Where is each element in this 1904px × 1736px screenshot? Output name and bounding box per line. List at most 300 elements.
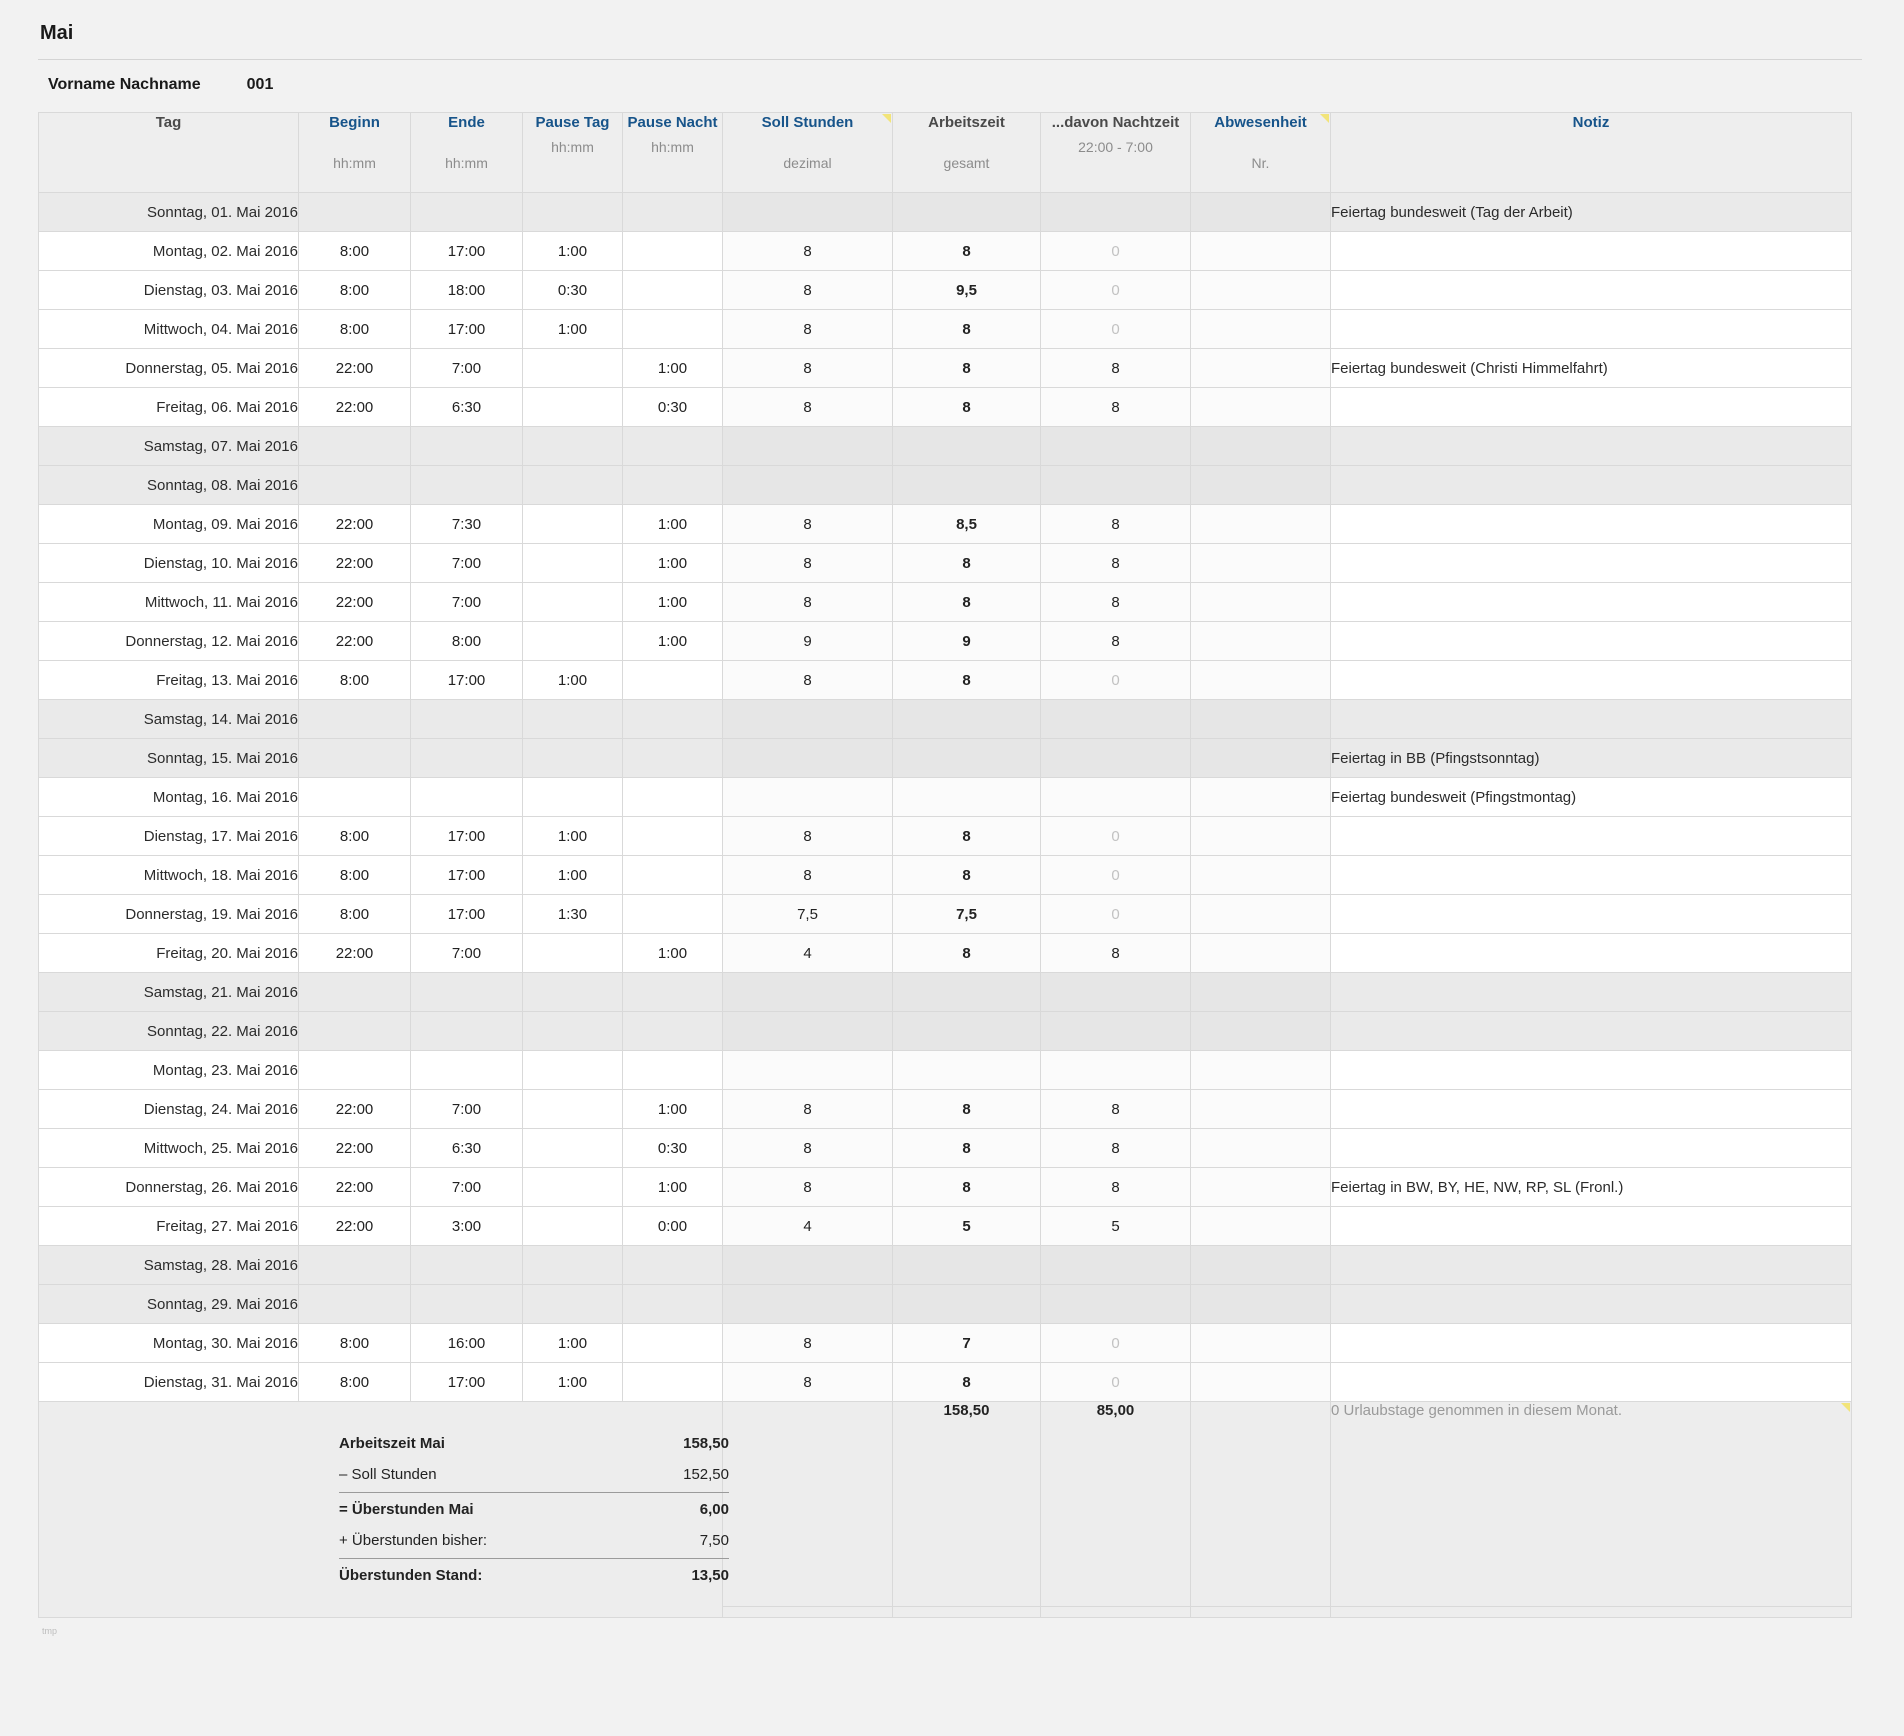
row-ende[interactable]: 17:00 xyxy=(411,895,523,934)
row-abwesenheit[interactable] xyxy=(1191,1051,1331,1090)
row-pause-tag[interactable] xyxy=(523,466,623,505)
row-day[interactable]: Samstag, 07. Mai 2016 xyxy=(39,427,299,466)
row-day[interactable]: Mittwoch, 04. Mai 2016 xyxy=(39,310,299,349)
row-soll[interactable] xyxy=(723,1246,893,1285)
row-beginn[interactable]: 22:00 xyxy=(299,544,411,583)
row-pause-tag[interactable]: 0:30 xyxy=(523,271,623,310)
row-abwesenheit[interactable] xyxy=(1191,232,1331,271)
row-beginn[interactable]: 22:00 xyxy=(299,622,411,661)
row-day[interactable]: Montag, 16. Mai 2016 xyxy=(39,778,299,817)
row-pause-tag[interactable] xyxy=(523,1129,623,1168)
row-abwesenheit[interactable] xyxy=(1191,349,1331,388)
row-day[interactable]: Freitag, 06. Mai 2016 xyxy=(39,388,299,427)
row-pause-tag[interactable] xyxy=(523,388,623,427)
row-soll[interactable] xyxy=(723,739,893,778)
row-notiz[interactable] xyxy=(1331,1090,1852,1129)
row-nachtzeit[interactable]: 0 xyxy=(1041,661,1191,700)
row-soll[interactable]: 7,5 xyxy=(723,895,893,934)
row-nachtzeit[interactable]: 8 xyxy=(1041,388,1191,427)
row-beginn[interactable] xyxy=(299,1051,411,1090)
row-pause-nacht[interactable]: 1:00 xyxy=(623,544,723,583)
row-ende[interactable] xyxy=(411,1285,523,1324)
row-beginn[interactable]: 22:00 xyxy=(299,1129,411,1168)
row-day[interactable]: Samstag, 28. Mai 2016 xyxy=(39,1246,299,1285)
row-arbeitszeit[interactable]: 9,5 xyxy=(893,271,1041,310)
row-pause-tag[interactable]: 1:00 xyxy=(523,661,623,700)
row-ende[interactable] xyxy=(411,778,523,817)
row-pause-tag[interactable]: 1:00 xyxy=(523,1324,623,1363)
row-nachtzeit[interactable]: 8 xyxy=(1041,1129,1191,1168)
row-abwesenheit[interactable] xyxy=(1191,466,1331,505)
row-arbeitszeit[interactable]: 8 xyxy=(893,1168,1041,1207)
row-nachtzeit[interactable]: 0 xyxy=(1041,232,1191,271)
row-beginn[interactable]: 8:00 xyxy=(299,895,411,934)
row-pause-nacht[interactable] xyxy=(623,310,723,349)
row-abwesenheit[interactable] xyxy=(1191,622,1331,661)
row-ende[interactable]: 17:00 xyxy=(411,232,523,271)
row-arbeitszeit[interactable] xyxy=(893,1285,1041,1324)
row-ende[interactable]: 7:30 xyxy=(411,505,523,544)
row-notiz[interactable] xyxy=(1331,1129,1852,1168)
row-nachtzeit[interactable]: 8 xyxy=(1041,1090,1191,1129)
row-abwesenheit[interactable] xyxy=(1191,1324,1331,1363)
row-ende[interactable]: 16:00 xyxy=(411,1324,523,1363)
row-ende[interactable] xyxy=(411,1012,523,1051)
row-soll[interactable]: 9 xyxy=(723,622,893,661)
row-day[interactable]: Mittwoch, 11. Mai 2016 xyxy=(39,583,299,622)
row-soll[interactable]: 8 xyxy=(723,1324,893,1363)
row-pause-nacht[interactable] xyxy=(623,700,723,739)
row-arbeitszeit[interactable]: 8 xyxy=(893,310,1041,349)
row-abwesenheit[interactable] xyxy=(1191,1207,1331,1246)
row-soll[interactable]: 8 xyxy=(723,349,893,388)
row-nachtzeit[interactable] xyxy=(1041,1285,1191,1324)
row-soll[interactable]: 8 xyxy=(723,271,893,310)
row-notiz[interactable] xyxy=(1331,1207,1852,1246)
row-pause-nacht[interactable] xyxy=(623,661,723,700)
row-pause-nacht[interactable] xyxy=(623,817,723,856)
row-pause-nacht[interactable] xyxy=(623,1051,723,1090)
row-pause-nacht[interactable]: 1:00 xyxy=(623,349,723,388)
row-ende[interactable]: 17:00 xyxy=(411,817,523,856)
row-pause-tag[interactable] xyxy=(523,505,623,544)
row-abwesenheit[interactable] xyxy=(1191,817,1331,856)
row-soll[interactable]: 4 xyxy=(723,1207,893,1246)
row-abwesenheit[interactable] xyxy=(1191,1168,1331,1207)
row-beginn[interactable]: 8:00 xyxy=(299,310,411,349)
row-arbeitszeit[interactable]: 5 xyxy=(893,1207,1041,1246)
row-pause-nacht[interactable]: 1:00 xyxy=(623,505,723,544)
row-nachtzeit[interactable]: 8 xyxy=(1041,349,1191,388)
row-nachtzeit[interactable]: 0 xyxy=(1041,856,1191,895)
row-arbeitszeit[interactable] xyxy=(893,973,1041,1012)
row-nachtzeit[interactable]: 8 xyxy=(1041,934,1191,973)
row-abwesenheit[interactable] xyxy=(1191,856,1331,895)
row-arbeitszeit[interactable] xyxy=(893,1246,1041,1285)
row-soll[interactable]: 8 xyxy=(723,388,893,427)
row-day[interactable]: Donnerstag, 19. Mai 2016 xyxy=(39,895,299,934)
row-notiz[interactable]: Feiertag bundesweit (Pfingstmontag) xyxy=(1331,778,1852,817)
row-nachtzeit[interactable]: 8 xyxy=(1041,505,1191,544)
row-day[interactable]: Dienstag, 31. Mai 2016 xyxy=(39,1363,299,1402)
row-abwesenheit[interactable] xyxy=(1191,193,1331,232)
row-ende[interactable]: 7:00 xyxy=(411,934,523,973)
row-day[interactable]: Mittwoch, 18. Mai 2016 xyxy=(39,856,299,895)
row-arbeitszeit[interactable]: 9 xyxy=(893,622,1041,661)
row-nachtzeit[interactable]: 0 xyxy=(1041,1324,1191,1363)
row-pause-nacht[interactable] xyxy=(623,193,723,232)
row-soll[interactable]: 8 xyxy=(723,505,893,544)
row-notiz[interactable] xyxy=(1331,1012,1852,1051)
row-beginn[interactable]: 22:00 xyxy=(299,934,411,973)
row-notiz[interactable]: Feiertag bundesweit (Tag der Arbeit) xyxy=(1331,193,1852,232)
row-day[interactable]: Mittwoch, 25. Mai 2016 xyxy=(39,1129,299,1168)
row-arbeitszeit[interactable] xyxy=(893,1012,1041,1051)
row-day[interactable]: Montag, 09. Mai 2016 xyxy=(39,505,299,544)
row-pause-tag[interactable] xyxy=(523,1090,623,1129)
row-ende[interactable]: 7:00 xyxy=(411,544,523,583)
row-day[interactable]: Freitag, 20. Mai 2016 xyxy=(39,934,299,973)
row-notiz[interactable] xyxy=(1331,505,1852,544)
row-day[interactable]: Samstag, 21. Mai 2016 xyxy=(39,973,299,1012)
row-pause-nacht[interactable]: 0:30 xyxy=(623,1129,723,1168)
row-day[interactable]: Sonntag, 29. Mai 2016 xyxy=(39,1285,299,1324)
row-abwesenheit[interactable] xyxy=(1191,778,1331,817)
row-beginn[interactable]: 8:00 xyxy=(299,1363,411,1402)
row-pause-tag[interactable] xyxy=(523,1285,623,1324)
row-notiz[interactable] xyxy=(1331,973,1852,1012)
row-beginn[interactable] xyxy=(299,1285,411,1324)
row-pause-nacht[interactable] xyxy=(623,466,723,505)
row-pause-tag[interactable]: 1:00 xyxy=(523,310,623,349)
row-beginn[interactable]: 8:00 xyxy=(299,232,411,271)
row-abwesenheit[interactable] xyxy=(1191,1363,1331,1402)
row-pause-tag[interactable]: 1:00 xyxy=(523,817,623,856)
row-soll[interactable] xyxy=(723,1051,893,1090)
row-ende[interactable]: 8:00 xyxy=(411,622,523,661)
row-nachtzeit[interactable]: 0 xyxy=(1041,895,1191,934)
row-notiz[interactable] xyxy=(1331,622,1852,661)
row-arbeitszeit[interactable] xyxy=(893,739,1041,778)
row-beginn[interactable] xyxy=(299,739,411,778)
row-pause-tag[interactable] xyxy=(523,622,623,661)
row-arbeitszeit[interactable] xyxy=(893,700,1041,739)
row-beginn[interactable]: 8:00 xyxy=(299,1324,411,1363)
row-beginn[interactable]: 22:00 xyxy=(299,505,411,544)
row-notiz[interactable] xyxy=(1331,310,1852,349)
row-day[interactable]: Dienstag, 03. Mai 2016 xyxy=(39,271,299,310)
row-beginn[interactable]: 8:00 xyxy=(299,661,411,700)
row-soll[interactable]: 8 xyxy=(723,232,893,271)
row-beginn[interactable] xyxy=(299,1246,411,1285)
row-arbeitszeit[interactable]: 8 xyxy=(893,388,1041,427)
row-abwesenheit[interactable] xyxy=(1191,973,1331,1012)
row-soll[interactable]: 8 xyxy=(723,817,893,856)
row-ende[interactable]: 18:00 xyxy=(411,271,523,310)
row-ende[interactable]: 7:00 xyxy=(411,583,523,622)
row-beginn[interactable] xyxy=(299,1012,411,1051)
row-soll[interactable] xyxy=(723,1285,893,1324)
row-soll[interactable] xyxy=(723,700,893,739)
row-nachtzeit[interactable] xyxy=(1041,973,1191,1012)
row-nachtzeit[interactable]: 8 xyxy=(1041,544,1191,583)
row-day[interactable]: Montag, 02. Mai 2016 xyxy=(39,232,299,271)
row-beginn[interactable]: 8:00 xyxy=(299,856,411,895)
row-ende[interactable]: 17:00 xyxy=(411,856,523,895)
row-nachtzeit[interactable] xyxy=(1041,193,1191,232)
row-abwesenheit[interactable] xyxy=(1191,895,1331,934)
row-nachtzeit[interactable] xyxy=(1041,700,1191,739)
row-beginn[interactable]: 22:00 xyxy=(299,388,411,427)
row-notiz[interactable] xyxy=(1331,271,1852,310)
row-pause-nacht[interactable] xyxy=(623,778,723,817)
row-soll[interactable] xyxy=(723,973,893,1012)
row-arbeitszeit[interactable]: 8,5 xyxy=(893,505,1041,544)
row-pause-nacht[interactable] xyxy=(623,973,723,1012)
row-ende[interactable]: 7:00 xyxy=(411,1168,523,1207)
row-soll[interactable] xyxy=(723,193,893,232)
row-nachtzeit[interactable]: 5 xyxy=(1041,1207,1191,1246)
row-nachtzeit[interactable]: 8 xyxy=(1041,583,1191,622)
row-ende[interactable]: 17:00 xyxy=(411,661,523,700)
row-arbeitszeit[interactable]: 8 xyxy=(893,1090,1041,1129)
row-pause-nacht[interactable]: 0:30 xyxy=(623,388,723,427)
row-notiz[interactable] xyxy=(1331,1324,1852,1363)
row-beginn[interactable] xyxy=(299,193,411,232)
row-abwesenheit[interactable] xyxy=(1191,271,1331,310)
row-pause-tag[interactable] xyxy=(523,1168,623,1207)
row-soll[interactable] xyxy=(723,427,893,466)
row-soll[interactable]: 8 xyxy=(723,661,893,700)
row-notiz[interactable] xyxy=(1331,700,1852,739)
row-pause-tag[interactable] xyxy=(523,739,623,778)
row-arbeitszeit[interactable]: 8 xyxy=(893,349,1041,388)
row-ende[interactable] xyxy=(411,466,523,505)
row-pause-tag[interactable]: 1:00 xyxy=(523,856,623,895)
row-pause-nacht[interactable] xyxy=(623,427,723,466)
row-arbeitszeit[interactable]: 8 xyxy=(893,934,1041,973)
row-abwesenheit[interactable] xyxy=(1191,544,1331,583)
row-arbeitszeit[interactable]: 7 xyxy=(893,1324,1041,1363)
row-notiz[interactable] xyxy=(1331,1246,1852,1285)
row-notiz[interactable] xyxy=(1331,232,1852,271)
row-beginn[interactable]: 22:00 xyxy=(299,1168,411,1207)
row-soll[interactable]: 8 xyxy=(723,856,893,895)
row-ende[interactable] xyxy=(411,193,523,232)
row-beginn[interactable]: 22:00 xyxy=(299,1090,411,1129)
row-notiz[interactable] xyxy=(1331,1285,1852,1324)
row-nachtzeit[interactable] xyxy=(1041,466,1191,505)
row-day[interactable]: Donnerstag, 26. Mai 2016 xyxy=(39,1168,299,1207)
row-nachtzeit[interactable] xyxy=(1041,778,1191,817)
row-abwesenheit[interactable] xyxy=(1191,583,1331,622)
row-notiz[interactable] xyxy=(1331,661,1852,700)
row-notiz[interactable] xyxy=(1331,1363,1852,1402)
row-pause-tag[interactable] xyxy=(523,973,623,1012)
row-pause-tag[interactable] xyxy=(523,193,623,232)
row-abwesenheit[interactable] xyxy=(1191,388,1331,427)
row-pause-nacht[interactable] xyxy=(623,856,723,895)
row-abwesenheit[interactable] xyxy=(1191,700,1331,739)
row-ende[interactable] xyxy=(411,1051,523,1090)
row-arbeitszeit[interactable]: 8 xyxy=(893,232,1041,271)
row-soll[interactable]: 8 xyxy=(723,1363,893,1402)
row-abwesenheit[interactable] xyxy=(1191,310,1331,349)
row-abwesenheit[interactable] xyxy=(1191,1012,1331,1051)
row-nachtzeit[interactable]: 8 xyxy=(1041,622,1191,661)
row-beginn[interactable]: 8:00 xyxy=(299,817,411,856)
row-day[interactable]: Sonntag, 15. Mai 2016 xyxy=(39,739,299,778)
row-beginn[interactable]: 22:00 xyxy=(299,583,411,622)
row-nachtzeit[interactable] xyxy=(1041,739,1191,778)
row-day[interactable]: Dienstag, 10. Mai 2016 xyxy=(39,544,299,583)
row-ende[interactable] xyxy=(411,739,523,778)
row-ende[interactable]: 6:30 xyxy=(411,1129,523,1168)
row-beginn[interactable] xyxy=(299,466,411,505)
row-day[interactable]: Sonntag, 01. Mai 2016 xyxy=(39,193,299,232)
row-pause-nacht[interactable]: 1:00 xyxy=(623,583,723,622)
row-arbeitszeit[interactable] xyxy=(893,1051,1041,1090)
row-pause-nacht[interactable]: 0:00 xyxy=(623,1207,723,1246)
row-nachtzeit[interactable]: 0 xyxy=(1041,310,1191,349)
row-arbeitszeit[interactable] xyxy=(893,466,1041,505)
row-day[interactable]: Dienstag, 24. Mai 2016 xyxy=(39,1090,299,1129)
row-day[interactable]: Donnerstag, 05. Mai 2016 xyxy=(39,349,299,388)
row-ende[interactable] xyxy=(411,1246,523,1285)
row-ende[interactable] xyxy=(411,427,523,466)
row-nachtzeit[interactable]: 0 xyxy=(1041,271,1191,310)
row-nachtzeit[interactable] xyxy=(1041,427,1191,466)
row-day[interactable]: Sonntag, 08. Mai 2016 xyxy=(39,466,299,505)
row-notiz[interactable] xyxy=(1331,388,1852,427)
row-day[interactable]: Dienstag, 17. Mai 2016 xyxy=(39,817,299,856)
row-day[interactable]: Freitag, 13. Mai 2016 xyxy=(39,661,299,700)
row-soll[interactable]: 8 xyxy=(723,1090,893,1129)
row-beginn[interactable] xyxy=(299,973,411,1012)
row-pause-tag[interactable] xyxy=(523,349,623,388)
row-pause-tag[interactable]: 1:00 xyxy=(523,1363,623,1402)
row-day[interactable]: Montag, 23. Mai 2016 xyxy=(39,1051,299,1090)
row-arbeitszeit[interactable]: 8 xyxy=(893,1363,1041,1402)
row-arbeitszeit[interactable]: 7,5 xyxy=(893,895,1041,934)
row-day[interactable]: Freitag, 27. Mai 2016 xyxy=(39,1207,299,1246)
row-soll[interactable]: 8 xyxy=(723,1168,893,1207)
row-pause-nacht[interactable] xyxy=(623,232,723,271)
row-ende[interactable]: 7:00 xyxy=(411,1090,523,1129)
row-pause-nacht[interactable]: 1:00 xyxy=(623,1090,723,1129)
row-pause-nacht[interactable] xyxy=(623,1246,723,1285)
row-arbeitszeit[interactable]: 8 xyxy=(893,817,1041,856)
row-notiz[interactable] xyxy=(1331,427,1852,466)
row-arbeitszeit[interactable]: 8 xyxy=(893,1129,1041,1168)
row-pause-tag[interactable] xyxy=(523,427,623,466)
row-abwesenheit[interactable] xyxy=(1191,1090,1331,1129)
row-notiz[interactable]: Feiertag in BW, BY, HE, NW, RP, SL (Fronl.) xyxy=(1331,1168,1852,1207)
row-nachtzeit[interactable] xyxy=(1041,1051,1191,1090)
row-pause-nacht[interactable]: 1:00 xyxy=(623,622,723,661)
row-arbeitszeit[interactable] xyxy=(893,193,1041,232)
row-pause-nacht[interactable]: 1:00 xyxy=(623,934,723,973)
row-notiz[interactable] xyxy=(1331,1051,1852,1090)
row-soll[interactable]: 8 xyxy=(723,1129,893,1168)
row-pause-tag[interactable] xyxy=(523,1207,623,1246)
row-arbeitszeit[interactable] xyxy=(893,778,1041,817)
row-pause-tag[interactable] xyxy=(523,1012,623,1051)
row-pause-nacht[interactable] xyxy=(623,1285,723,1324)
row-abwesenheit[interactable] xyxy=(1191,505,1331,544)
row-notiz[interactable] xyxy=(1331,895,1852,934)
row-soll[interactable] xyxy=(723,466,893,505)
row-beginn[interactable] xyxy=(299,700,411,739)
row-ende[interactable]: 7:00 xyxy=(411,349,523,388)
row-pause-nacht[interactable] xyxy=(623,895,723,934)
row-abwesenheit[interactable] xyxy=(1191,1246,1331,1285)
row-pause-nacht[interactable]: 1:00 xyxy=(623,1168,723,1207)
row-nachtzeit[interactable]: 8 xyxy=(1041,1168,1191,1207)
row-abwesenheit[interactable] xyxy=(1191,1285,1331,1324)
row-abwesenheit[interactable] xyxy=(1191,934,1331,973)
row-notiz[interactable] xyxy=(1331,466,1852,505)
row-day[interactable]: Samstag, 14. Mai 2016 xyxy=(39,700,299,739)
row-notiz[interactable]: Feiertag in BB (Pfingstsonntag) xyxy=(1331,739,1852,778)
row-pause-tag[interactable] xyxy=(523,544,623,583)
row-notiz[interactable] xyxy=(1331,856,1852,895)
row-abwesenheit[interactable] xyxy=(1191,1129,1331,1168)
row-pause-nacht[interactable] xyxy=(623,1012,723,1051)
row-abwesenheit[interactable] xyxy=(1191,739,1331,778)
row-ende[interactable] xyxy=(411,973,523,1012)
row-abwesenheit[interactable] xyxy=(1191,661,1331,700)
row-day[interactable]: Donnerstag, 12. Mai 2016 xyxy=(39,622,299,661)
row-soll[interactable]: 8 xyxy=(723,544,893,583)
row-beginn[interactable]: 22:00 xyxy=(299,1207,411,1246)
row-pause-nacht[interactable] xyxy=(623,1324,723,1363)
row-arbeitszeit[interactable]: 8 xyxy=(893,661,1041,700)
row-ende[interactable]: 17:00 xyxy=(411,1363,523,1402)
row-notiz[interactable] xyxy=(1331,583,1852,622)
row-arbeitszeit[interactable]: 8 xyxy=(893,856,1041,895)
row-pause-tag[interactable] xyxy=(523,700,623,739)
row-soll[interactable]: 8 xyxy=(723,583,893,622)
row-beginn[interactable] xyxy=(299,778,411,817)
row-nachtzeit[interactable]: 0 xyxy=(1041,817,1191,856)
row-day[interactable]: Montag, 30. Mai 2016 xyxy=(39,1324,299,1363)
row-nachtzeit[interactable] xyxy=(1041,1012,1191,1051)
row-ende[interactable]: 6:30 xyxy=(411,388,523,427)
row-pause-nacht[interactable] xyxy=(623,271,723,310)
row-ende[interactable]: 17:00 xyxy=(411,310,523,349)
row-pause-tag[interactable] xyxy=(523,778,623,817)
row-notiz[interactable]: Feiertag bundesweit (Christi Himmelfahrt) xyxy=(1331,349,1852,388)
row-notiz[interactable] xyxy=(1331,817,1852,856)
row-pause-tag[interactable]: 1:30 xyxy=(523,895,623,934)
row-pause-tag[interactable] xyxy=(523,583,623,622)
row-beginn[interactable]: 22:00 xyxy=(299,349,411,388)
row-soll[interactable]: 8 xyxy=(723,310,893,349)
row-day[interactable]: Sonntag, 22. Mai 2016 xyxy=(39,1012,299,1051)
row-soll[interactable] xyxy=(723,1012,893,1051)
row-pause-nacht[interactable] xyxy=(623,739,723,778)
row-abwesenheit[interactable] xyxy=(1191,427,1331,466)
row-arbeitszeit[interactable]: 8 xyxy=(893,544,1041,583)
row-pause-tag[interactable]: 1:00 xyxy=(523,232,623,271)
row-arbeitszeit[interactable]: 8 xyxy=(893,583,1041,622)
row-beginn[interactable] xyxy=(299,427,411,466)
row-soll[interactable] xyxy=(723,778,893,817)
row-beginn[interactable]: 8:00 xyxy=(299,271,411,310)
row-ende[interactable]: 3:00 xyxy=(411,1207,523,1246)
row-nachtzeit[interactable] xyxy=(1041,1246,1191,1285)
